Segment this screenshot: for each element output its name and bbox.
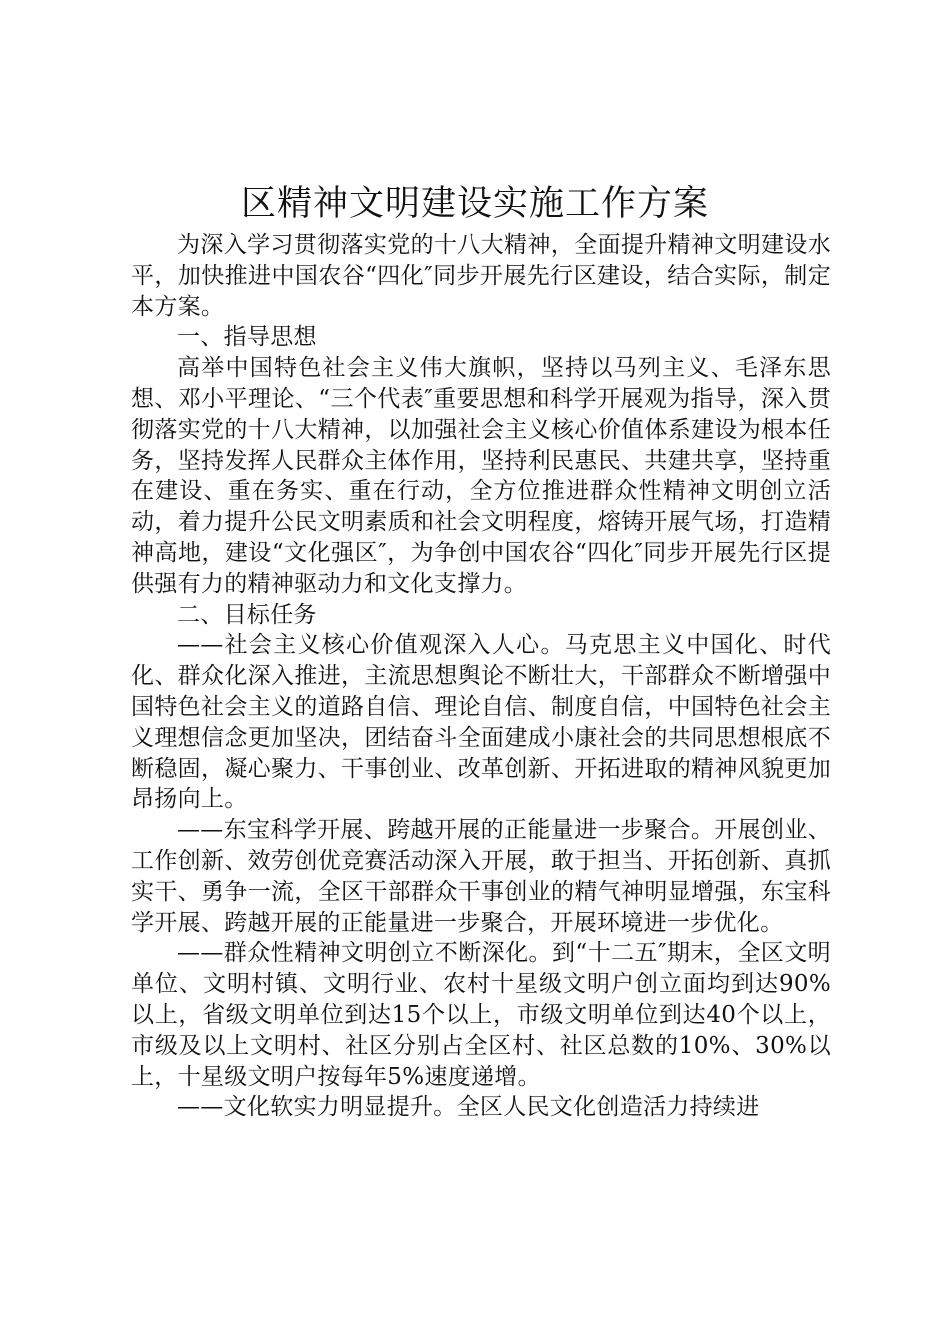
document-body [131, 230, 831, 1123]
paragraph-goal-soft-power: ——文化软实力明显提升。全区人民文化创造活力持续进 [177, 1094, 760, 1121]
paragraph-goal-core-values: ——社会主义核心价值观深入人心。马克思主义中国化、时代化、群众化深入推进，主流思想舆论不断壮大，干部群众不断增强中国特色社会主义的道路自信、理论自信、制度自信，中国特色社会主义理想信念更加坚决，团结奋斗全面建成小康社会的共同思想根底不断稳固，凝心聚力、干事创业、改革创新、开拓进取的精神风貌更加昂扬向上。 [131, 632, 831, 813]
section-heading-guiding-thought: 一、指导思想 [177, 324, 317, 351]
document-title: 区精神文明建设实施工作方案 [240, 184, 709, 224]
section-heading-goals: 二、目标任务 [177, 601, 317, 628]
paragraph-guiding-thought: 高举中国特色社会主义伟大旗帜，坚持以马列主义、毛泽东思想、邓小平理论、“三个代表″重要思想和科学开展观为指导，深入贯彻落实党的十八大精神，以加强社会主义核心价值体系建设为根本任务，坚持发挥人民群众主体作用，坚持利民惠民、共建共享，坚持重在建设、重在务实、重在行动，全方位推进群众性精神文明创立活动，着力提升公民文明素质和社会文明程度，熔铸开展气场，打造精神高地，建设“文化强区″，为争创中国农谷“四化″同步开展先行区提供强有力的精神驱动力和文化支撑力。 [131, 355, 831, 597]
paragraph-goal-positive-energy: ——东宝科学开展、跨越开展的正能量进一步聚合。开展创业、工作创新、效劳创优竞赛活动深入开展，敢于担当、开拓创新、真抓实干、勇争一流，全区干部群众干事创业的精气神明显增强，东宝科学开展、跨越开展的正能量进一步聚合，开展环境进一步优化。 [131, 817, 831, 936]
paragraph-intro: 为深入学习贯彻落实党的十八大精神，全面提升精神文明建设水平，加快推进中国农谷“四化″同步开展先行区建设，结合实际，制定本方案。 [131, 232, 831, 320]
paragraph-goal-civilization-creation: ——群众性精神文明创立不断深化。到“十二五″期末，全区文明单位、文明村镇、文明行业、农村十星级文明户创立面均到达90%以上，省级文明单位到达15个以上，市级文明单位到达40个以上，市级及以上文明村、社区分别占全区村、社区总数的10%、30%以上，十星级文明户按每年5%速度递增。 [131, 940, 831, 1090]
